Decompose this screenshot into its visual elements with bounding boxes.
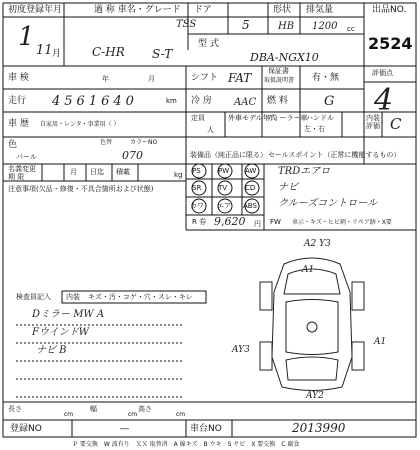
hw-doors: 5 — [242, 18, 250, 32]
hw-interior-score: C — [390, 115, 402, 133]
hw-ac: AAC — [234, 97, 257, 108]
hw-sales-point-3: クルーズコントロール — [278, 198, 377, 209]
score-label: 評価点 — [372, 69, 393, 77]
hw-inspector-note-3: ナビ B — [36, 345, 67, 356]
exhibit-number: 2524 — [368, 34, 413, 53]
damage-legend-label: 車示・キズ・ヒビ割・リペア跡・X要 — [292, 219, 392, 226]
hw-sales-point-2: ナビ — [278, 182, 298, 193]
equip-air: エア — [217, 202, 231, 210]
hw-mark-right: A1 — [374, 337, 387, 347]
color-change-mark: 色替 — [100, 139, 113, 146]
inspector-box-label: 内装 — [66, 293, 80, 301]
load-unit: kg — [174, 171, 183, 179]
ac-label: 冷 房 — [191, 96, 212, 106]
length-unit: cm — [64, 411, 74, 418]
shaken-month-unit: 月 — [148, 75, 155, 83]
handle-label: ハンドル — [306, 114, 334, 122]
load-label: 積載 — [116, 168, 130, 176]
hw-body-no: 2013990 — [292, 421, 346, 435]
interior-label: 内装評価 — [366, 114, 380, 130]
car-damage-diagram — [260, 258, 364, 391]
hw-model-type: DBA-NGX10 — [250, 51, 319, 64]
history-options: 自家用・レンタ・事業用（ ） — [40, 121, 120, 128]
r-ticket-unit: 円 — [254, 220, 261, 228]
hw-displacement: 1200 — [312, 21, 338, 32]
hw-r-ticket: 9,620 — [214, 215, 246, 228]
reg-no-label: 登録NO — [10, 424, 42, 434]
reg-no-dash: ― — [120, 424, 129, 434]
equip-ps: PS — [192, 167, 201, 175]
warranty-label: 保証書 — [268, 67, 289, 75]
equip-pw: PW — [218, 167, 230, 175]
length-label: 長さ — [8, 405, 22, 413]
color-no-label: カラーNO — [130, 139, 158, 146]
hw-color-code: 070 — [122, 149, 143, 162]
equip-leather: カワ — [190, 202, 204, 210]
door-label: ドア — [194, 5, 212, 15]
shift-label: シフト — [191, 73, 219, 83]
hw-car-name: C-HR — [92, 45, 125, 59]
sales-point-label: セールスポイント（正常に機能するもの） — [268, 151, 401, 159]
color-sub: パール — [16, 153, 37, 161]
name-change-day: 日迄 — [90, 168, 104, 176]
exterior-model-label: 外車モデル年式 — [228, 114, 277, 122]
equip-cd: CD — [245, 184, 256, 192]
dealer-label: ディーラー車 — [266, 114, 308, 122]
cc-unit: cc — [347, 25, 355, 33]
mileage-label: 走行 — [8, 96, 27, 106]
hw-mark-rear: AY2 — [306, 391, 324, 401]
hw-reg-year: 1 — [18, 22, 35, 52]
hw-mark-left: AY3 — [232, 345, 250, 355]
inspector-label: 検査員記入 — [16, 293, 51, 301]
r-ticket-label: R 券 — [192, 218, 207, 226]
hw-score: 4 — [374, 83, 394, 118]
hw-inspector-note-1: Dミラー MW A — [32, 309, 105, 320]
hw-sales-point-1: TRDエアロ — [278, 166, 331, 177]
inspector-options: キズ・汚・コゲ・穴・スレ・キレ — [88, 293, 193, 301]
hw-mark-a1: A1 — [302, 265, 315, 275]
name-change-label: 名義変更期 限 — [8, 165, 36, 181]
height-label: 高さ — [138, 405, 152, 413]
displacement-label: 排気量 — [306, 5, 334, 15]
hw-reg-month: 11 — [36, 43, 53, 58]
hw-mileage: 4561640 — [52, 94, 138, 109]
height-unit: cm — [176, 411, 186, 418]
first-reg-label: 初度登録年月 — [8, 5, 63, 15]
damage-code-legend: Ｐ 要交換 W 波有り ＸＸ 取替済 A 線キズ B ウキ S サビ X 要交換 C 腐食 — [72, 441, 300, 448]
auction-sheet — [2, 2, 416, 448]
hw-shape: HB — [278, 21, 295, 32]
model-type-label: 型 式 — [198, 39, 219, 49]
exhibit-no-label: 出品NO. — [372, 5, 407, 15]
hw-shift: FAT — [228, 71, 252, 85]
name-change-month: 月 — [70, 168, 77, 176]
hw-inspector-note-2: FウインドW — [32, 327, 89, 338]
hw-mark-front: A2 Y3 — [304, 239, 331, 249]
fuel-label: 燃 料 — [267, 96, 288, 106]
warranty-sub: 取扱説明書 — [264, 77, 295, 84]
notes-label: 注意事項(欠品・修復・不具合箇所および状態) — [8, 185, 154, 193]
car-name-label: 過 称 車名・グレード — [94, 5, 181, 15]
equip-sr: SR — [192, 184, 202, 192]
capacity-unit: 人 — [207, 126, 214, 134]
capacity-label: 定員 — [191, 114, 205, 122]
hw-fuel: G — [324, 94, 335, 109]
mileage-unit: km — [166, 97, 177, 105]
fw-label: FW — [270, 218, 281, 226]
hw-grade: S-T — [152, 47, 173, 61]
equipment-label: 装備品（純正品に限る） — [190, 151, 267, 159]
body-no-label: 車台NO — [190, 424, 222, 434]
warranty-yes-no: 有・無 — [312, 73, 340, 83]
equip-tv: TV — [218, 184, 228, 192]
shaken-year-unit: 年 — [102, 75, 109, 83]
handle-options: 左・右 — [304, 125, 325, 133]
reg-month-unit: 月 — [52, 49, 62, 59]
equip-abs: ABS — [243, 202, 257, 210]
width-unit: cm — [128, 411, 138, 418]
history-label: 車 歴 — [8, 119, 29, 129]
width-label: 幅 — [90, 405, 97, 413]
shape-label: 形状 — [273, 5, 292, 15]
equip-aw: AW — [245, 167, 257, 175]
color-label: 色 — [8, 140, 18, 150]
hw-grade-mark: TSS — [176, 19, 197, 30]
shaken-label: 車 検 — [8, 73, 29, 83]
